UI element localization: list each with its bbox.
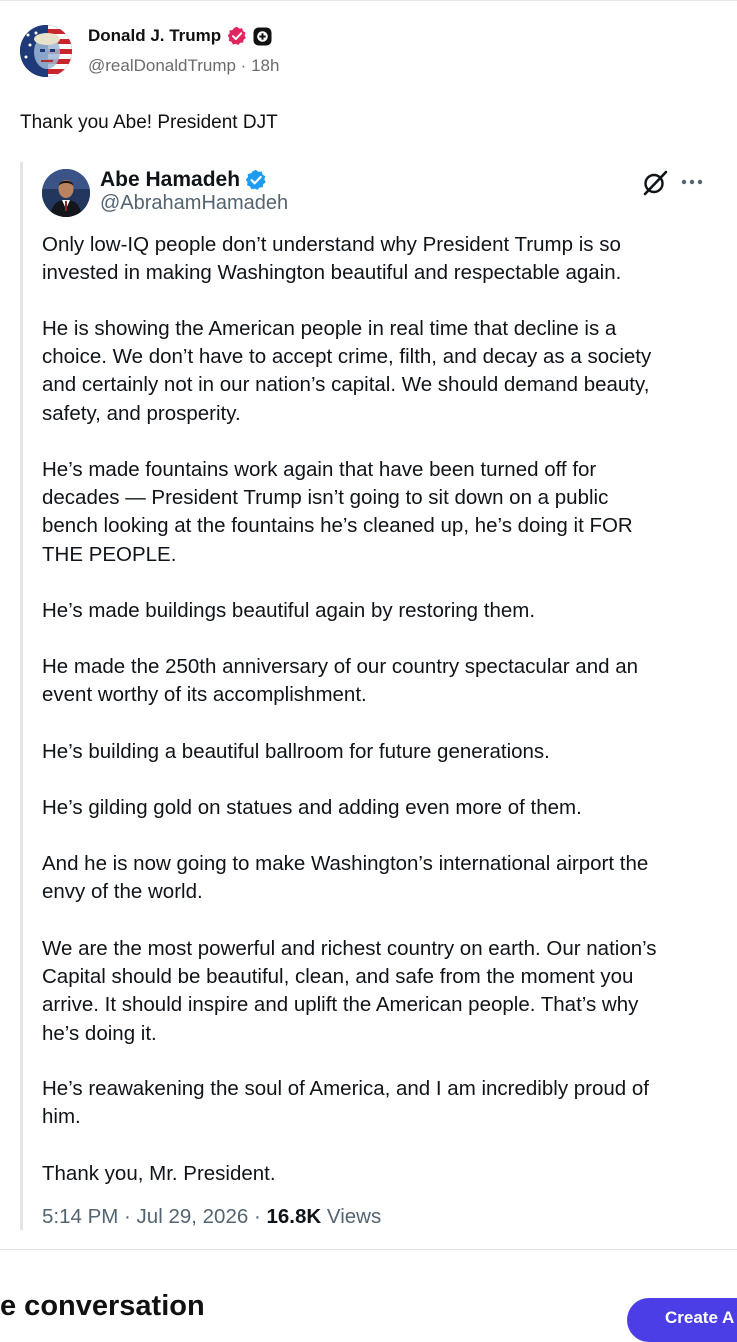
- create-account-button[interactable]: Create A: [627, 1298, 737, 1342]
- embed-paragraph: He’s reawakening the soul of America, and I am incredibly proud of him.: [42, 1077, 649, 1129]
- section-divider: [0, 1249, 737, 1250]
- conversation-heading: e conversation: [0, 1290, 205, 1322]
- embed-paragraph: Thank you, Mr. President.: [42, 1162, 276, 1185]
- embed-author-name: Abe Hamadeh: [100, 168, 241, 191]
- embed-paragraph: He’s building a beautiful ballroom for future generations.: [42, 740, 550, 763]
- grok-icon: [641, 169, 669, 197]
- embed-views-label: Views: [321, 1205, 382, 1228]
- post-author-avatar[interactable]: [20, 25, 72, 77]
- embed-paragraph: He’s made buildings beautiful again by restoring them.: [42, 599, 536, 622]
- top-divider: [0, 0, 737, 1]
- more-icon: [679, 172, 705, 192]
- embed-footer: [42, 1205, 381, 1229]
- plus-badge-icon: [253, 27, 272, 46]
- embed-paragraph: He made the 250th anniversary of our country spectacular and an event worthy of its accomplishment.: [42, 655, 638, 707]
- embed-author-avatar: [42, 169, 90, 217]
- embed-views-count: 16.8K: [266, 1205, 322, 1228]
- trump-avatar-icon: [20, 25, 72, 77]
- post-text: Thank you Abe! President DJT: [20, 112, 278, 133]
- embedded-post-image[interactable]: [20, 162, 720, 1230]
- embed-paragraph: He is showing the American people in real time that decline is a choice. We don’t have to accept crime, filth, and decay as a society and certainly not in our nation’s capital. We should demand beauty, safety, and prosperity.: [42, 317, 652, 425]
- post-author-name[interactable]: Donald J. Trump: [88, 26, 222, 45]
- post-author-name-row: [88, 26, 272, 46]
- embed-timestamp: 5:14 PM · Jul 29, 2026 ·: [42, 1205, 267, 1228]
- hamadeh-avatar-icon: [42, 169, 90, 217]
- embed-paragraph: Only low-IQ people don’t understand why President Trump is so invested in making Washington beautiful and respectable again.: [42, 233, 622, 285]
- embed-paragraph: He’s gilding gold on statues and adding even more of them.: [42, 796, 582, 819]
- post-author-meta: @realDonaldTrump · 18h: [88, 56, 280, 75]
- embed-paragraph: He’s made fountains work again that have been turned off for decades — President Trump isn’t going to sit down on a public bench looking at the fountains he’s cleaned up, he’s doing it FOR THE PEOPLE.: [42, 458, 633, 566]
- embed-author-handle: @AbrahamHamadeh: [100, 192, 289, 214]
- verified-badge-icon: [245, 169, 267, 191]
- embed-author-name-row: [100, 168, 267, 192]
- verified-badge-icon: [227, 26, 247, 46]
- embed-paragraph: We are the most powerful and richest country on earth. Our nation’s Capital should be beautiful, clean, and safe from the moment you arrive. It should inspire and uplift the American people. That’s why he’s doing it.: [42, 937, 657, 1045]
- embed-paragraph: And he is now going to make Washington’s international airport the envy of the world.: [42, 852, 649, 904]
